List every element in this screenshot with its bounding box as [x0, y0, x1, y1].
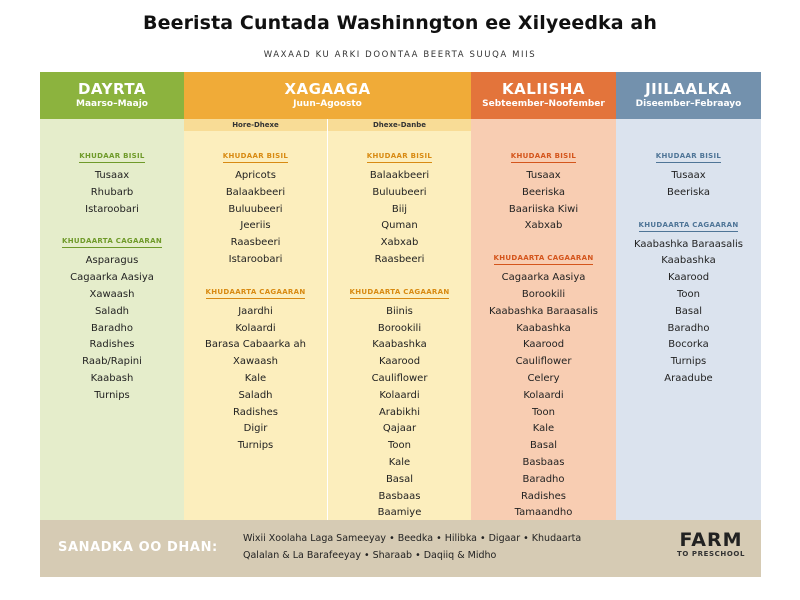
logo-wordmark: FARM	[679, 529, 743, 551]
season-dates: Juun–Agoosto	[293, 99, 362, 109]
produce-item: Toon	[677, 288, 700, 300]
produce-item: Basbaas	[378, 490, 421, 502]
produce-item: Balaakbeeri	[225, 186, 286, 198]
produce-item: Beeriska	[521, 186, 565, 198]
produce-item: Istaroobari	[228, 253, 283, 265]
produce-item: Asparagus	[85, 255, 139, 267]
produce-item: Toon	[388, 440, 411, 452]
produce-item: Xabxab	[380, 237, 419, 249]
produce-item: Beeriska	[666, 186, 710, 198]
produce-item: Jeeriis	[240, 220, 271, 232]
produce-item: Bocorka	[668, 339, 709, 351]
category-label: KHUDAARTA CAGAARAN	[206, 288, 306, 299]
produce-item: Borookili	[521, 288, 566, 300]
season-name: DAYRTA	[77, 80, 147, 98]
produce-item: Cauliflower	[371, 372, 428, 384]
season-header-summer	[184, 72, 471, 119]
produce-item: Kaabashka	[372, 339, 427, 351]
produce-item: Kaabashka Baraasalis	[633, 238, 744, 250]
season-column-winter	[616, 72, 761, 520]
produce-item: Buluubeeri	[372, 186, 427, 198]
produce-item: Araadube	[664, 372, 713, 384]
produce-item: Barasa Cabaarka ah	[205, 339, 306, 351]
produce-item: Kale	[244, 372, 267, 384]
season-column-summer	[184, 72, 471, 520]
produce-item: Istaroobari	[85, 203, 139, 215]
category-label: KHUDAARTA CAGAARAN	[350, 288, 450, 299]
produce-list-winter	[616, 143, 761, 388]
produce-item: Raasbeeri	[230, 237, 281, 249]
category-label: KHUDAARTA CAGAARAN	[639, 221, 739, 232]
produce-item: Radishes	[89, 339, 135, 351]
produce-item: Kolaardi	[523, 389, 564, 401]
produce-item: Kolaardi	[379, 389, 420, 401]
produce-item: Baariiska Kiwi	[508, 203, 579, 215]
produce-item: Baradho	[667, 322, 710, 334]
category-label: KHUDAAR BISIL	[656, 152, 721, 163]
produce-item: Toon	[532, 406, 555, 418]
produce-item: Raasbeeri	[374, 253, 425, 265]
subperiod-label-early: Hore-Dhexe	[184, 119, 327, 131]
year-round-footer	[40, 520, 761, 577]
produce-item: Kaarood	[378, 356, 421, 368]
produce-item: Kolaardi	[235, 322, 276, 334]
category-label: KHUDAAR BISIL	[79, 152, 144, 163]
produce-item: Radishes	[233, 406, 278, 418]
produce-item: Saladh	[94, 305, 130, 317]
produce-item: Kaarood	[522, 339, 565, 351]
produce-item: Saladh	[238, 389, 273, 401]
season-column-fall	[471, 72, 616, 520]
season-body-summer	[184, 119, 471, 520]
produce-item: Rhubarb	[90, 186, 134, 198]
produce-list-spring	[40, 143, 184, 405]
produce-item: Borookili	[377, 322, 422, 334]
produce-list-fall	[471, 143, 616, 539]
produce-item: Quman	[381, 220, 418, 232]
produce-item: Baradho	[522, 473, 565, 485]
produce-item: Xawaash	[89, 288, 135, 300]
season-name: XAGAAGA	[284, 80, 371, 98]
produce-item: Xawaash	[233, 356, 278, 368]
produce-item: Tusaax	[671, 170, 706, 181]
produce-item: Turnips	[94, 389, 130, 401]
produce-item: Cauliflower	[515, 356, 572, 368]
category-label: KHUDAAR BISIL	[367, 152, 432, 163]
season-name: KALIISHA	[502, 80, 585, 98]
page-subtitle: WAXAAD KU ARKI DOONTAA BEERTA SUUQA MIIS	[263, 50, 537, 60]
produce-item: Buluubeeri	[228, 203, 283, 215]
season-header-spring	[40, 72, 184, 119]
category-label: KHUDAARTA CAGAARAN	[494, 254, 594, 265]
produce-list-summer-early	[184, 143, 327, 455]
season-dates: Sebteember–Noofember	[482, 99, 605, 109]
produce-item: Turnips	[237, 440, 274, 452]
produce-item: Qajaar	[382, 423, 417, 435]
produce-item: Biinis	[386, 305, 413, 317]
produce-item: Tusaax	[94, 170, 130, 181]
produce-item: Tusaax	[526, 170, 561, 181]
produce-list-summer-late	[328, 143, 471, 556]
produce-item: Cagaarka Aasiya	[501, 272, 586, 284]
produce-item: Kale	[388, 456, 411, 468]
produce-item: Kaabashka Baraasalis	[488, 305, 599, 317]
logo-tagline: TO PRESCHOOL	[676, 550, 746, 558]
produce-item: Basbaas	[522, 456, 565, 468]
produce-item: Baradho	[90, 322, 134, 334]
footer-line-2: Qalalan & La Barafeeyay • Sharaab • Daqiiq & Midho	[243, 550, 497, 561]
season-body-winter	[616, 119, 761, 520]
page-title: Beerista Cuntada Washinngton ee Xilyeedka ah	[143, 12, 657, 34]
season-body-fall	[471, 119, 616, 520]
produce-item: Xabxab	[524, 220, 563, 232]
produce-item: Kaarood	[667, 272, 710, 284]
footer-title: SANADKA OO DHAN:	[58, 540, 218, 555]
season-header-winter	[616, 72, 761, 119]
produce-item: Radishes	[521, 490, 566, 502]
produce-item: Basal	[385, 473, 414, 485]
produce-item: Baamiye	[377, 507, 422, 519]
produce-item: Cagaarka Aasiya	[70, 272, 154, 284]
produce-item: Turnips	[670, 356, 707, 368]
produce-item: Kaabash	[90, 372, 134, 384]
season-body-spring	[40, 119, 184, 520]
produce-item: Raab/Rapini	[82, 356, 142, 368]
category-label: KHUDAAR BISIL	[223, 152, 288, 163]
produce-item: Basal	[674, 305, 703, 317]
farm-to-preschool-logo	[670, 530, 752, 558]
produce-item: Kale	[532, 423, 555, 435]
produce-item: Arabikhi	[378, 406, 421, 418]
footer-line-1: Wixii Xoolaha Laga Sameeyay • Beedka • Hilibka • Digaar • Khudaarta	[243, 533, 582, 544]
produce-item: Jaardhi	[238, 305, 273, 317]
category-label: KHUDAAR BISIL	[511, 152, 576, 163]
produce-item: Celery	[527, 372, 560, 384]
season-column-spring	[40, 72, 184, 520]
subperiod-label-late: Dhexe-Danbe	[328, 119, 471, 131]
category-label: KHUDAARTA CAGAARAN	[62, 237, 162, 248]
produce-item: Basal	[529, 440, 558, 452]
season-name: JIILAALKA	[645, 80, 732, 98]
produce-item: Balaakbeeri	[369, 170, 430, 181]
produce-item: Biij	[391, 203, 408, 215]
produce-item: Digir	[243, 423, 268, 435]
produce-item: Kaabashka	[516, 322, 571, 334]
produce-item: Kaabashka	[661, 255, 716, 267]
produce-item: Tamaandho	[514, 507, 573, 519]
season-header-fall	[471, 72, 616, 119]
produce-item: Apricots	[235, 170, 276, 181]
season-dates: Maarso–Maajo	[76, 99, 148, 109]
season-dates: Diseember–Febraayo	[635, 99, 742, 109]
